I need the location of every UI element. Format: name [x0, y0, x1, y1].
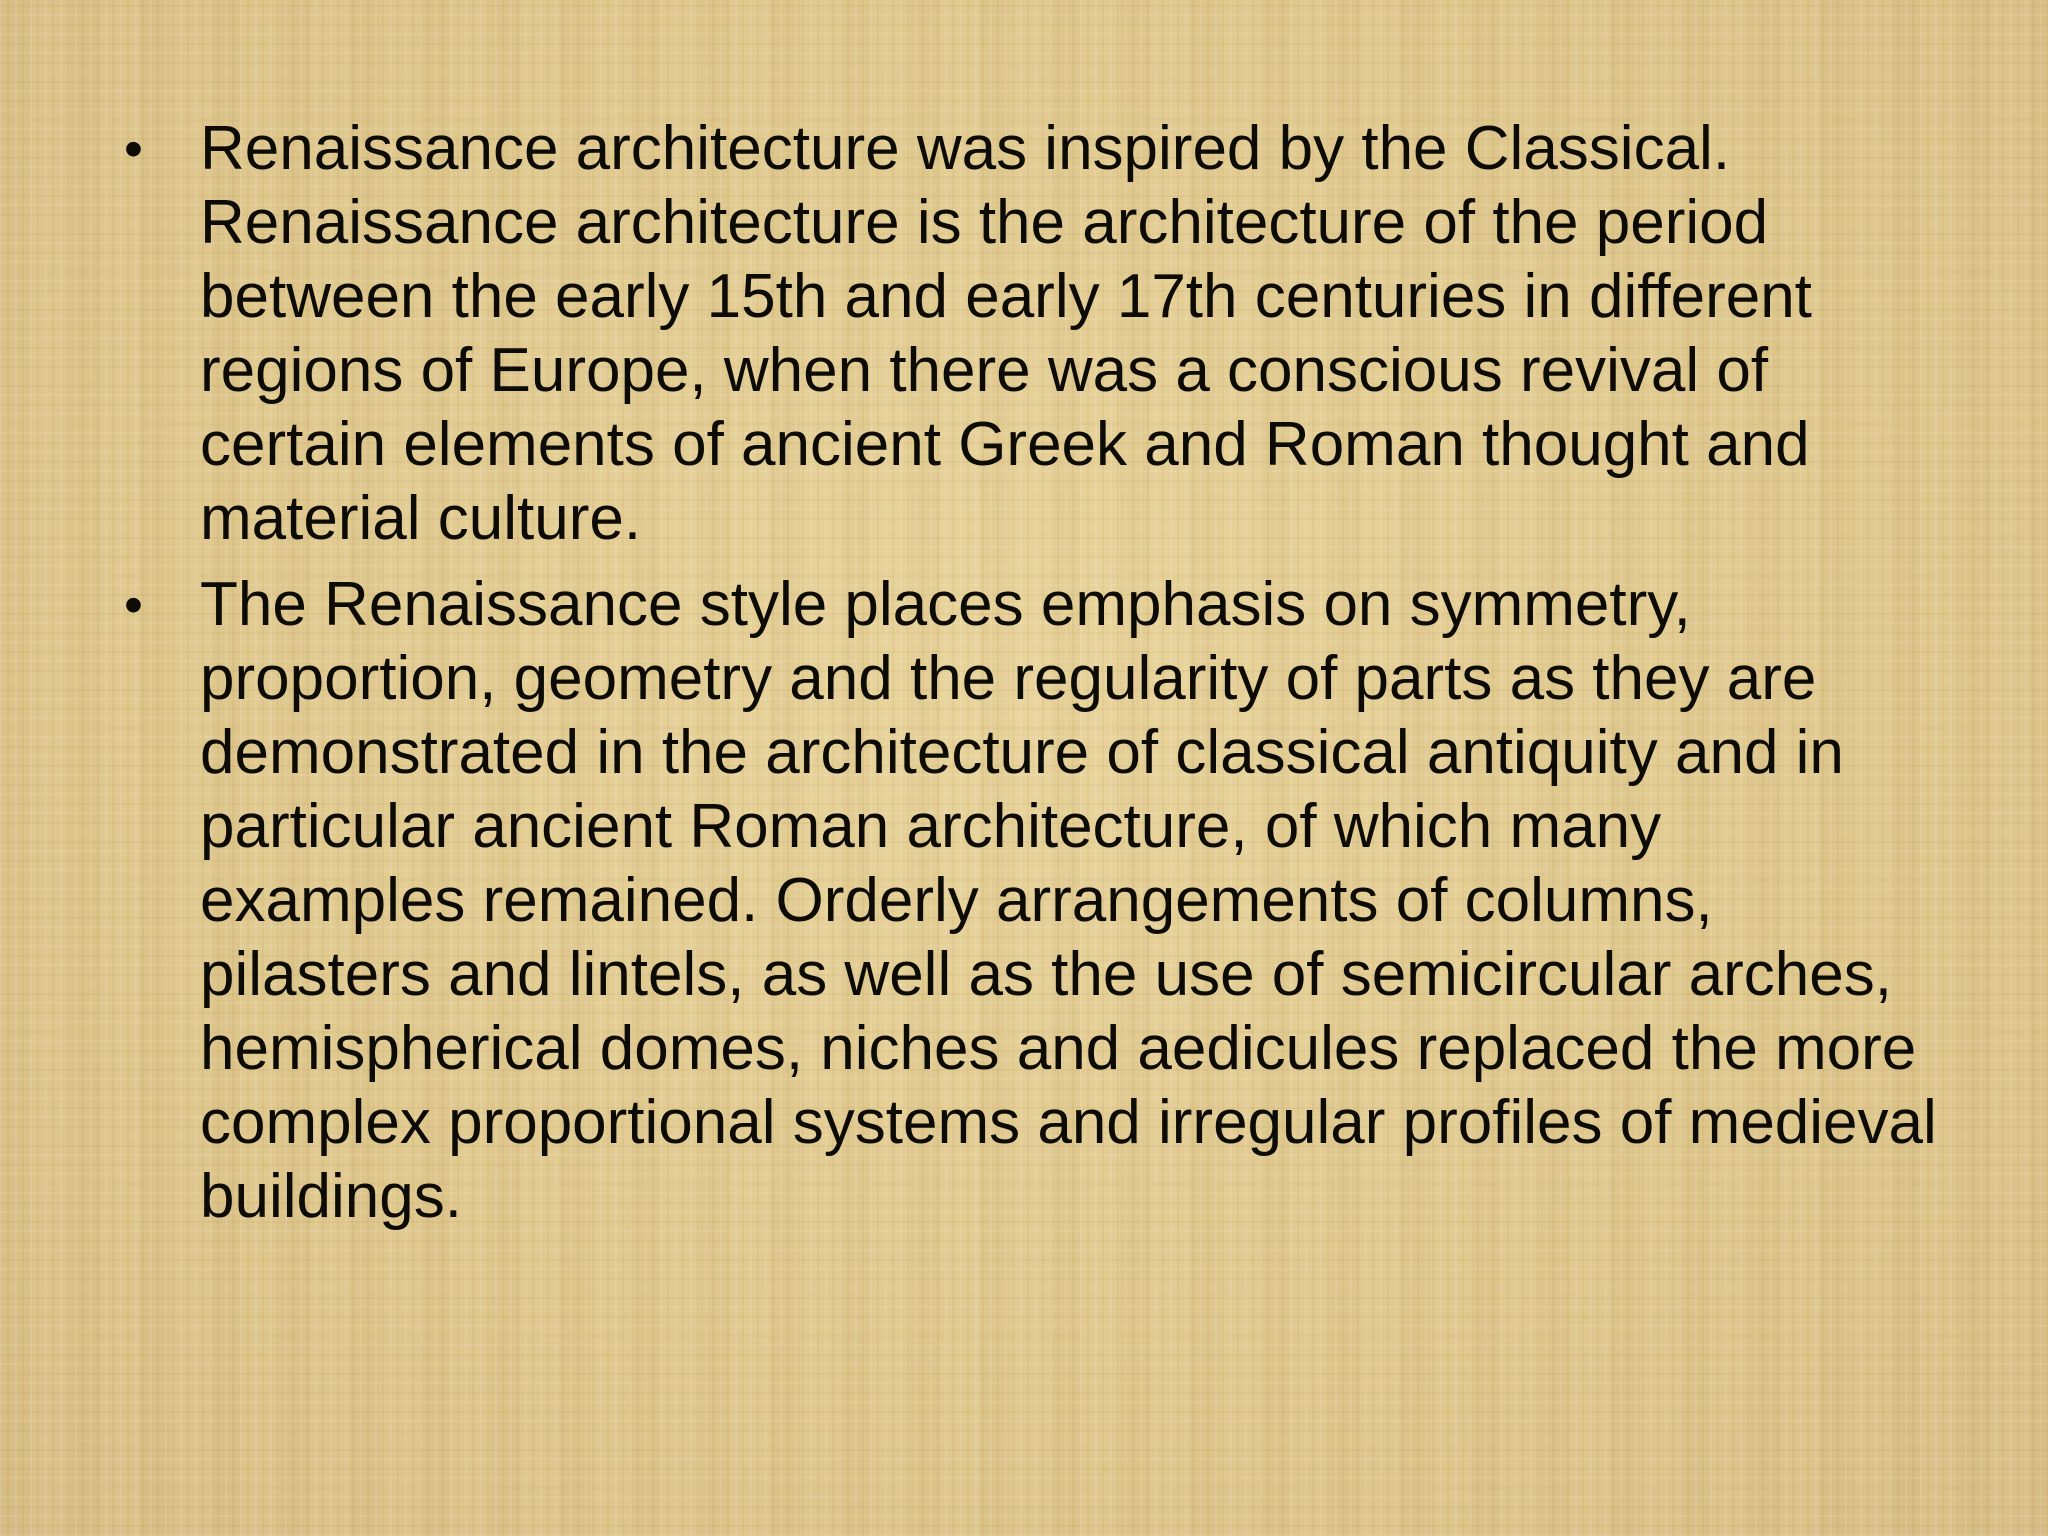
bullet-text: The Renaissance style places emphasis on symmetry, proportion, geometry and the regularity of parts as they are demonstrated in the architecture of classical antiquity and in particular ancient Roman architecture, of which many examples remained. Orderly arrangements of columns, pilasters and lintels, as well as the use of semicircular arches, hemispherical domes, niches and aedicules replaced the more complex proportional systems and irregular profiles of medieval buildings. — [200, 570, 1937, 1231]
bullet-icon: • — [124, 119, 143, 179]
bullet-text: Renaissance architecture was inspired by the Classical. Renaissance architecture is the architecture of the period between the early 15th and early 17th centuries in different regions of Europe, when there was a conscious revival of certain elements of ancient Greek and Roman thought and material culture. — [200, 114, 1812, 553]
bullet-list — [120, 112, 1940, 1234]
bullet-item — [120, 112, 1940, 556]
bullet-icon: • — [124, 575, 143, 635]
slide-content — [120, 112, 1940, 1246]
bullet-item — [120, 568, 1940, 1234]
